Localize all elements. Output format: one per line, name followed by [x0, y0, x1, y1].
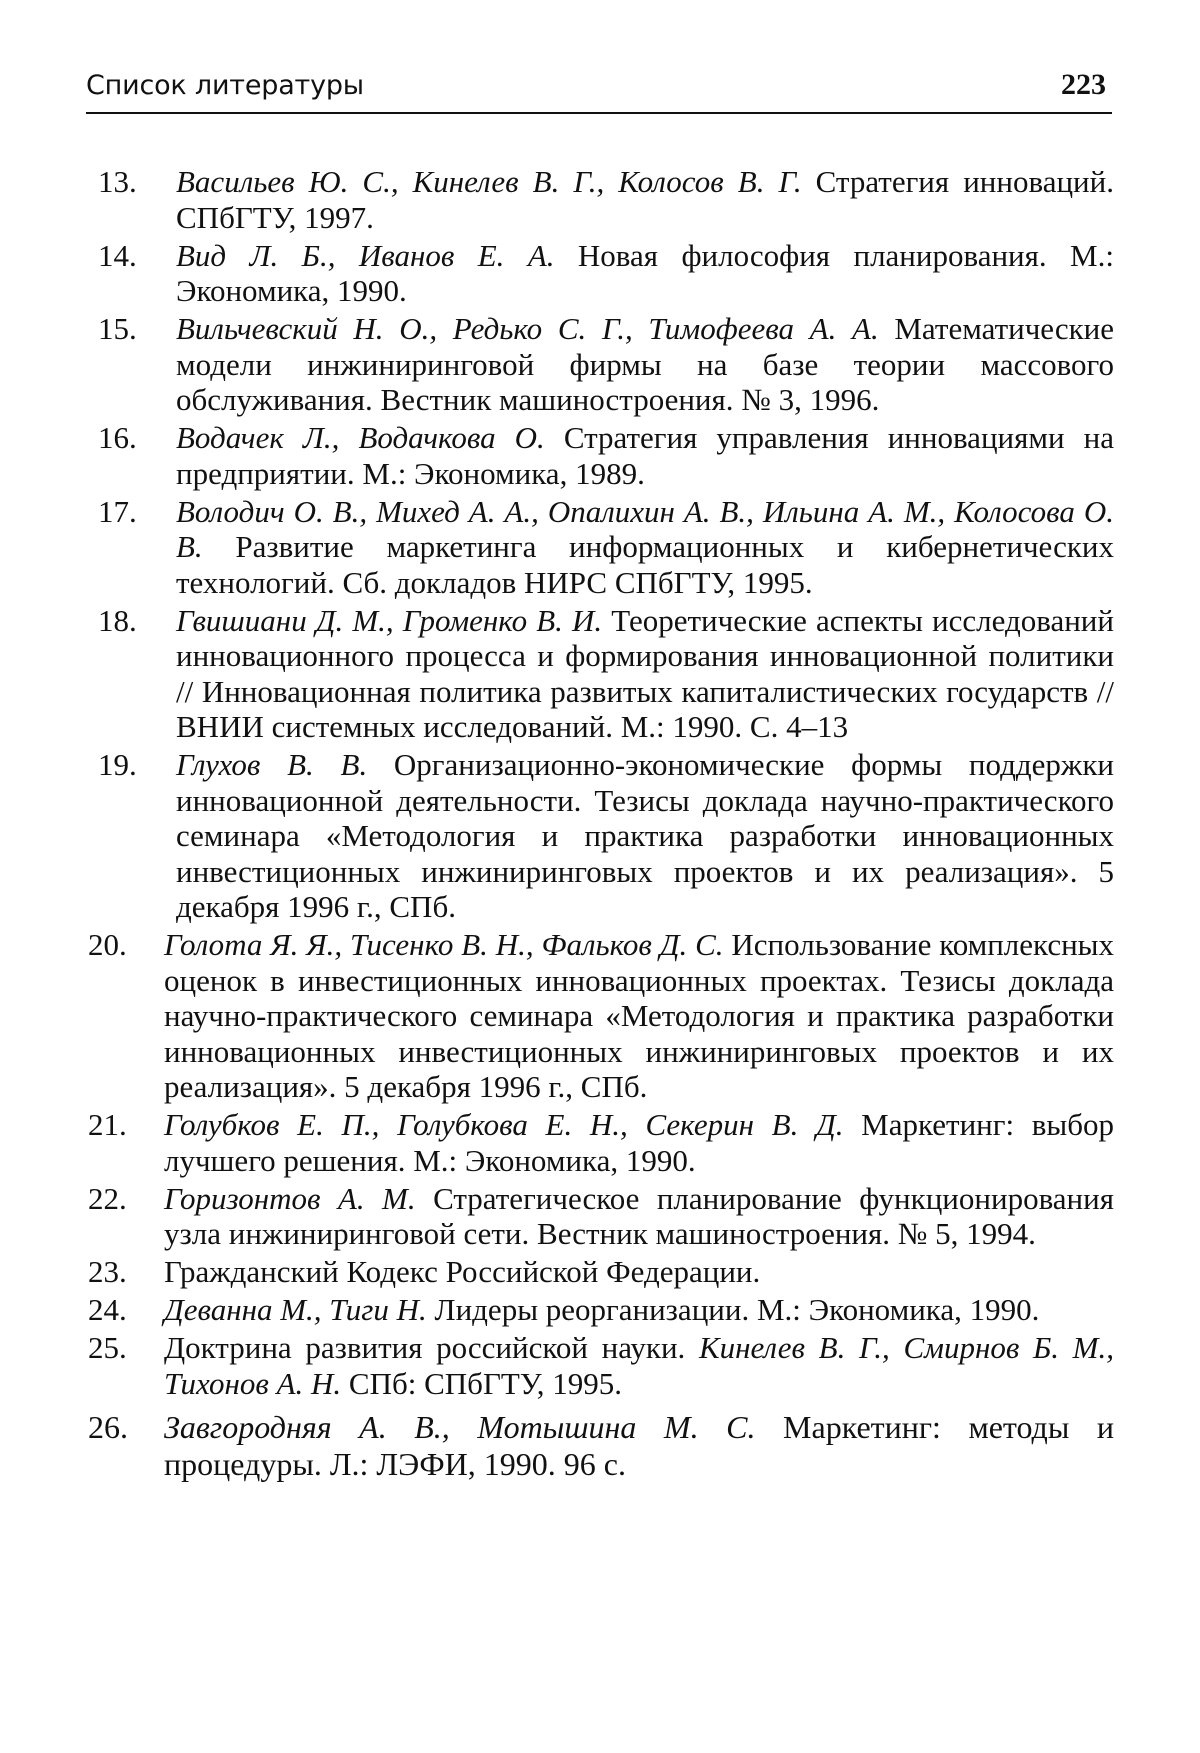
running-header [86, 68, 1112, 114]
entry-number: 20. [88, 927, 127, 962]
entry-authors: Гвишиани Д. М., Громенко В. И. [176, 602, 603, 638]
bibliography-entry-20 [88, 927, 1115, 1105]
entry-number: 15. [98, 311, 137, 346]
entry-number: 21. [88, 1107, 127, 1142]
entry-number: 17. [98, 493, 137, 529]
entry-authors: Горизонтов А. М. [164, 1180, 416, 1216]
entry-authors: Голубков Е. П., Голубкова Е. Н., Секерин В. Д. [164, 1107, 844, 1142]
entry-text: Лидеры реорганизации. М.: Экономика, 1990. [426, 1292, 1040, 1327]
entry-text: Математические модели инжиниринговой фирмы на базе теории массового обслуживания. Вестник машиностроения. № 3, 1996. [176, 311, 1114, 417]
bibliography-entry-21 [88, 1107, 1114, 1178]
entry-text: Стратегическое планирование функционирования узла инжиниринговой сети. Вестник машиностроения. № 5, 1994. [164, 1180, 1114, 1251]
bibliography-list [88, 164, 1115, 1486]
entry-text: Развитие маркетинга информационных и кибернетических технологий. Сб. докладов НИРС СПбГТУ, 1995. [176, 529, 1114, 600]
bibliography-entry-24 [88, 1292, 1114, 1328]
entry-authors: Васильев Ю. С., Кинелев В. Г., Колосов В. Г. [176, 164, 802, 199]
entry-number: 23. [88, 1254, 127, 1289]
bibliography-entry-19 [98, 747, 1114, 925]
entry-text: Теоретические аспекты исследований инновационного процесса и формирования инновационной политики // Инновационная политика развитых капиталистических государств // ВНИИ системных исследований. М.: 1990. С. 4–13 [176, 602, 1114, 744]
entry-text: Использование комплексных оценок в инвестиционных инновационных проектах. Тезисы доклада научно-практического семинара «Методология и практика разработки инновационных инвестиционных инжиниринговых проектов и их реализация». 5 декабря 1996 г., СПб. [164, 927, 1115, 1104]
entry-authors: Глухов В. В. [176, 747, 368, 782]
entry-text: Организационно-экономические формы поддержки инновационной деятельности. Тезисы доклада научно-практического семинара «Методология и практика разработки инновационных инвестиционных инжиниринговых проектов и их реализация». 5 декабря 1996 г., СПб. [176, 747, 1115, 924]
entry-text: Доктрина развития российской науки. [164, 1330, 699, 1365]
entry-number: 16. [98, 420, 137, 455]
entry-text: Стратегия инноваций. СПбГТУ, 1997. [176, 164, 1114, 235]
entry-authors: Деванна М., Тиги Н. [164, 1292, 427, 1327]
entry-number: 22. [88, 1180, 127, 1216]
bibliography-entry-15 [98, 311, 1114, 418]
entry-number: 25. [88, 1330, 127, 1365]
entry-number: 26. [88, 1409, 128, 1445]
header-title: Список литературы [86, 70, 364, 101]
entry-authors: Вид Л. Б., Иванов Е. А. [176, 237, 555, 273]
bibliography-entry-18 [98, 603, 1114, 745]
entry-number: 14. [98, 237, 137, 273]
page-number: 223 [1061, 68, 1106, 101]
entry-authors: Вильчевский Н. О., Редько С. Г., Тимофеева А. А. [176, 311, 879, 346]
entry-text-after: СПб: СПбГТУ, 1995. [341, 1365, 622, 1401]
entry-text: Гражданский Кодекс Российской Федерации. [164, 1254, 761, 1289]
entry-number: 24. [88, 1292, 127, 1327]
entry-text: Новая философия планирования. М.: Экономика, 1990. [176, 237, 1114, 308]
entry-authors: Кинелев В. Г., Смирнов Б. М., Тихонов А. Н. [164, 1330, 1114, 1401]
entry-text: Маркетинг: выбор лучшего решения. М.: Экономика, 1990. [164, 1107, 1114, 1178]
bibliography-entry-26 [88, 1409, 1115, 1483]
entry-number: 18. [98, 602, 137, 638]
bibliography-entry-14 [98, 238, 1114, 309]
entry-authors: Володич О. В., Михед А. А., Опалихин А. В., Ильина А. М., Колосова О. В. [176, 493, 1114, 564]
entry-text: Стратегия управления инновациями на предприятии. М.: Экономика, 1989. [176, 420, 1114, 491]
entry-authors: Голота Я. Я., Тисенко В. Н., Фальков Д. С. [164, 927, 724, 962]
entry-number: 19. [98, 747, 137, 782]
bibliography-entry-13 [98, 164, 1114, 235]
bibliography-entry-25 [88, 1330, 1114, 1401]
entry-authors: Водачек Л., Водачкова О. [176, 420, 545, 455]
entry-number: 13. [98, 164, 137, 199]
entry-authors: Завгородняя А. В., Мотышина М. С. [164, 1409, 756, 1445]
bibliography-entry-17 [98, 494, 1114, 601]
bibliography-entry-23 [88, 1254, 1114, 1290]
bibliography-entry-16 [98, 420, 1114, 491]
bibliography-entry-22 [88, 1180, 1114, 1252]
entry-text: Маркетинг: методы и процедуры. Л.: ЛЭФИ, 1990. 96 с. [164, 1409, 1115, 1482]
